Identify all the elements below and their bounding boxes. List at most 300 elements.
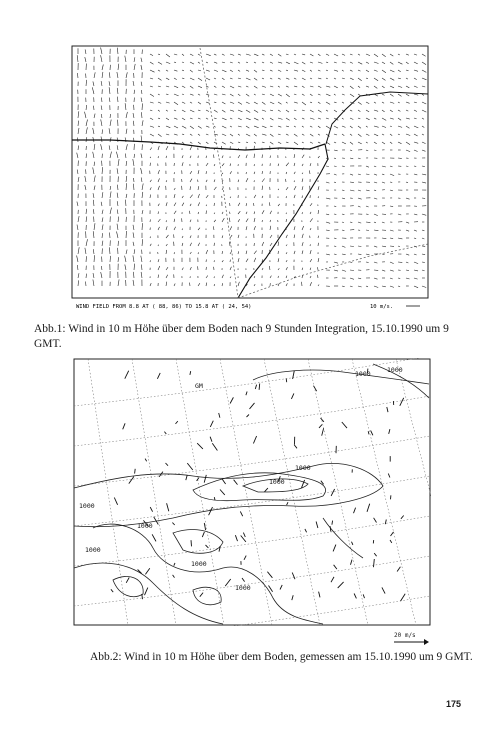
wind-vector [326, 86, 330, 87]
caption-2: Abb.2: Wind in 10 m Höhe über dem Boden, gemessen am 15.10.1990 um 9 GMT. [90, 651, 473, 663]
wind-vector [142, 192, 143, 198]
wind-vector [422, 126, 424, 128]
wind-vector [350, 150, 352, 151]
wind-vector [414, 142, 418, 143]
wind-vector [117, 88, 118, 94]
wind-vector [286, 163, 289, 166]
wind-vector [294, 186, 296, 190]
wind-vector [198, 212, 199, 214]
wind-vector [118, 279, 119, 286]
wind-barb [187, 463, 193, 470]
wind-vector [238, 134, 240, 135]
wind-vector [150, 195, 151, 199]
wind-vector [198, 118, 201, 119]
wind-vector [101, 272, 102, 278]
wind-vector [182, 155, 183, 158]
wind-vector [302, 94, 305, 96]
wind-vector [133, 242, 134, 246]
wind-barb [331, 489, 335, 496]
wind-vector [398, 214, 401, 215]
wind-vector [78, 216, 79, 222]
wind-vector [342, 102, 344, 103]
wind-vector [230, 70, 233, 72]
meridian-line [132, 359, 176, 625]
wind-vector [134, 57, 135, 62]
wind-vector [254, 212, 255, 215]
wind-vector [406, 182, 408, 183]
wind-vector [238, 94, 240, 96]
wind-vector [326, 110, 328, 111]
wind-vector [414, 238, 416, 239]
wind-vector [182, 62, 184, 63]
wind-vector [230, 86, 234, 88]
wind-vector [78, 121, 79, 126]
wind-vector [230, 142, 233, 144]
wind-barb [333, 545, 336, 552]
wind-vector [358, 158, 361, 159]
wind-vector [262, 186, 263, 190]
wind-vector [358, 70, 361, 71]
wind-vector [334, 126, 338, 128]
wind-vector [214, 118, 217, 119]
wind-vector [206, 205, 207, 206]
wind-vector [358, 54, 360, 55]
wind-vector [158, 102, 161, 103]
wind-vector [109, 128, 110, 134]
wind-vector [374, 70, 378, 71]
wind-vector [318, 243, 319, 246]
wind-vector [110, 233, 111, 239]
wind-vector [278, 94, 282, 96]
wind-vector [93, 200, 94, 206]
wind-vector [334, 94, 336, 95]
wind-vector [366, 174, 369, 175]
wind-vector [350, 94, 354, 97]
wind-vector [206, 156, 207, 158]
wind-vector [101, 114, 102, 118]
wind-vector [166, 220, 167, 222]
wind-vector [326, 198, 330, 199]
wind-vectors [77, 48, 427, 288]
wind-vector [230, 226, 232, 230]
wind-vector [358, 94, 360, 95]
wind-barb [253, 436, 256, 444]
wind-vector [158, 219, 160, 222]
wind-vector [269, 202, 270, 206]
wind-vector [141, 98, 142, 102]
parallel-line [74, 516, 430, 566]
wind-vector [198, 94, 200, 95]
wind-vector [246, 86, 248, 87]
wind-vector [222, 251, 223, 254]
wind-vector [262, 220, 263, 222]
wind-vector [350, 158, 353, 159]
wind-vector [158, 178, 160, 182]
wind-vector [310, 54, 313, 56]
wind-vector [326, 126, 330, 129]
wind-vector [133, 121, 134, 126]
wind-vector [342, 78, 345, 79]
wind-vector [214, 187, 216, 190]
wind-vector [302, 164, 303, 166]
wind-vector [286, 196, 287, 198]
wind-vector [133, 280, 134, 286]
wind-vector [310, 250, 311, 254]
wind-barb [374, 553, 376, 556]
wind-vector [302, 86, 305, 88]
wind-vector [326, 70, 328, 71]
wind-vector [77, 170, 78, 174]
wind-barb [222, 479, 225, 484]
wind-vector [213, 226, 214, 230]
wind-vector [286, 86, 289, 87]
wind-vector [326, 214, 329, 215]
wind-vector [302, 282, 303, 286]
wind-vector [286, 213, 287, 214]
wind-barb [389, 429, 390, 434]
figure-1-wind-field [70, 44, 430, 312]
wind-vector [374, 286, 378, 288]
wind-vector [141, 272, 142, 278]
wind-vector [182, 118, 185, 120]
wind-vector [77, 225, 78, 230]
contour-map [73, 358, 431, 626]
wind-vector [350, 246, 354, 247]
wind-vector [230, 62, 233, 63]
wind-vector [342, 62, 346, 63]
wind-vector [166, 118, 169, 120]
wind-vector [230, 197, 231, 198]
wind-vector [254, 218, 255, 222]
wind-vector [109, 72, 110, 78]
wind-vector [86, 127, 87, 134]
wind-barb [200, 593, 203, 597]
wind-vector [366, 230, 369, 231]
wind-vector [246, 219, 248, 222]
wind-vector [294, 154, 295, 158]
wind-barb [319, 425, 322, 428]
wind-barb [145, 588, 148, 596]
wind-barb [176, 421, 178, 424]
wind-vector [334, 238, 336, 239]
wind-vector [134, 178, 135, 182]
wind-barb [316, 522, 318, 529]
wind-vector [278, 118, 283, 119]
contour-label: 1000 [79, 502, 95, 510]
wind-vector [190, 156, 191, 158]
station-label: GM [195, 382, 203, 390]
wind-vector [198, 228, 200, 230]
wind-vector [133, 184, 134, 190]
meridian-line [200, 48, 238, 298]
wind-vector [302, 268, 303, 270]
wind-vector [246, 203, 247, 206]
wind-vector [102, 129, 103, 134]
wind-vector [93, 209, 94, 214]
wind-vector [190, 78, 194, 80]
wind-vector [374, 278, 378, 279]
wind-vector [326, 78, 328, 79]
wind-vector [246, 142, 248, 143]
wind-barb [197, 443, 203, 449]
wind-vector [206, 180, 207, 182]
wind-vector [182, 268, 183, 270]
wind-vector [342, 94, 345, 95]
wind-vector [270, 235, 272, 238]
wind-vector [262, 171, 263, 174]
wind-vector [101, 144, 102, 150]
wind-vector [85, 176, 86, 182]
wind-vector [222, 62, 225, 63]
wind-vector [222, 54, 225, 55]
wind-vector [302, 251, 303, 255]
wind-vector [326, 94, 330, 96]
contour-label: 1000 [235, 584, 251, 592]
wind-vector [77, 153, 78, 158]
wind-barb [400, 398, 404, 406]
wind-vector [382, 182, 385, 183]
wind-vector [366, 286, 368, 287]
wind-vector [182, 236, 183, 238]
wind-vector [254, 251, 257, 254]
wind-vector [190, 70, 193, 72]
wind-vector [286, 172, 287, 174]
wind-vector [206, 134, 208, 135]
wind-vector [398, 86, 402, 88]
wind-vector [150, 86, 153, 87]
wind-barb [111, 589, 113, 592]
wind-vector [125, 103, 126, 110]
wind-vector [190, 195, 193, 198]
wind-vector [189, 211, 190, 214]
wind-vector [358, 142, 362, 144]
wind-vector [174, 227, 176, 230]
wind-vector [374, 142, 377, 144]
wind-vector [182, 86, 185, 88]
wind-barb [204, 475, 206, 483]
wind-vector [294, 226, 295, 230]
wind-vector [94, 223, 95, 230]
wind-vector [294, 118, 297, 120]
wind-vector [422, 174, 426, 175]
wind-vector [254, 164, 255, 166]
wind-vector [150, 283, 151, 286]
wind-vector [94, 176, 95, 183]
wind-vector [206, 211, 207, 215]
wind-vector [78, 128, 79, 134]
wind-vector [230, 171, 232, 174]
wind-vector [118, 241, 119, 246]
wind-vector [206, 142, 208, 144]
wind-vector [246, 78, 251, 80]
wind-vector [77, 265, 78, 270]
wind-vector [150, 118, 153, 120]
wind-vector [358, 174, 361, 175]
wind-vector [390, 230, 394, 231]
wind-vector [270, 211, 272, 214]
wind-vector [414, 78, 417, 80]
wind-vector [302, 102, 306, 105]
wind-vector [118, 257, 119, 262]
wind-vector [334, 142, 336, 143]
wind-vector [190, 86, 193, 88]
wind-barb [157, 373, 160, 379]
wind-vector [94, 114, 95, 118]
wind-vector [302, 70, 305, 72]
wind-vector [318, 267, 319, 270]
wind-vector [390, 174, 394, 176]
wind-vector [117, 185, 118, 190]
wind-vector [142, 223, 143, 230]
wind-vector [390, 94, 394, 96]
wind-vector [406, 126, 409, 128]
wind-vector [222, 118, 227, 120]
wind-vector [110, 186, 111, 190]
wind-vector [93, 231, 94, 238]
wind-vector [158, 134, 162, 137]
wind-vector [77, 55, 78, 62]
wind-vector [294, 251, 295, 254]
wind-vector [182, 126, 186, 128]
wind-vector [406, 278, 410, 279]
wind-vector [414, 278, 418, 279]
wind-vector [94, 106, 95, 110]
wind-vector [406, 254, 409, 255]
wind-vector [318, 210, 319, 214]
wind-vector [358, 62, 362, 64]
wind-vector [398, 142, 402, 144]
wind-vector [382, 54, 386, 57]
wind-vector [126, 144, 127, 150]
wind-vector [294, 235, 295, 238]
wind-vector [190, 134, 192, 136]
wind-vector [422, 238, 424, 239]
wind-vector [366, 102, 369, 104]
wind-vector [134, 90, 135, 94]
wind-vector [302, 234, 303, 238]
wind-vector [302, 155, 304, 158]
wind-vector [166, 244, 167, 246]
wind-vector [206, 171, 207, 174]
wind-vector [374, 190, 376, 191]
wind-vector [150, 260, 151, 262]
wind-vector [278, 134, 281, 135]
wind-vector [222, 188, 223, 190]
wind-vector [398, 126, 402, 127]
parallel-line [74, 596, 430, 626]
wind-vector [222, 142, 226, 144]
figure-2-scale [394, 632, 430, 645]
wind-vector [390, 118, 394, 119]
wind-barb [206, 545, 209, 548]
wind-vector [117, 201, 118, 206]
wind-vector [238, 62, 240, 63]
wind-vector [238, 282, 239, 286]
wind-vector [141, 154, 142, 159]
wind-vector [102, 210, 103, 214]
wind-vector [374, 62, 379, 64]
wind-barb [220, 490, 225, 495]
wind-vector [214, 284, 215, 286]
wind-vector [366, 222, 370, 223]
wind-vector [374, 222, 376, 223]
wind-vector [222, 94, 226, 95]
wind-vector [206, 163, 208, 166]
wind-vector [238, 211, 240, 214]
wind-vector [158, 259, 159, 262]
wind-vector [254, 118, 258, 120]
wind-vector [318, 102, 320, 104]
wind-vector [422, 102, 426, 104]
wind-vector [414, 126, 418, 128]
wind-vector [374, 102, 376, 103]
wind-vector [350, 54, 353, 55]
wind-vector [326, 230, 330, 231]
wind-vector [286, 179, 287, 182]
wind-barb [173, 575, 175, 578]
wind-vector [294, 181, 295, 183]
wind-vector [270, 118, 273, 120]
wind-vector [318, 258, 319, 262]
wind-vector [406, 70, 409, 71]
parallel-line [74, 396, 430, 446]
wind-barb [319, 592, 320, 598]
wind-vector [382, 238, 386, 239]
wind-vector [101, 98, 102, 103]
wind-vector [126, 112, 127, 118]
wind-vector [422, 142, 426, 144]
wind-vector [294, 126, 296, 127]
wind-vector [238, 54, 241, 55]
wind-vector [390, 206, 393, 207]
wind-vector [270, 62, 273, 63]
wind-vector [262, 126, 266, 128]
wind-vector [206, 102, 209, 103]
wind-vector [398, 94, 402, 96]
wind-vector [414, 110, 417, 112]
wind-vector [374, 198, 377, 199]
wind-vector [229, 218, 230, 222]
wind-vector [422, 270, 425, 271]
parallel-line [238, 244, 428, 298]
wind-vector [398, 246, 400, 247]
wind-vector [278, 189, 279, 190]
wind-vector [109, 247, 110, 254]
wind-barb [255, 385, 256, 389]
wind-vector [158, 186, 160, 190]
wind-vector [254, 54, 258, 56]
wind-vector [390, 278, 393, 279]
wind-vector [294, 54, 296, 55]
wind-vector [125, 265, 126, 271]
wind-vector [310, 259, 312, 262]
wind-vector [286, 54, 289, 55]
wind-vector [166, 267, 168, 270]
wind-barb [135, 469, 136, 474]
wind-vector [133, 255, 134, 262]
wind-vector [270, 102, 274, 104]
wind-vector [150, 180, 152, 182]
wind-vector [141, 90, 142, 94]
wind-vector [310, 134, 313, 136]
wind-vector [214, 54, 216, 55]
wind-vector [166, 126, 170, 128]
wind-vector [358, 286, 362, 287]
wind-barb [219, 413, 220, 418]
wind-vector [350, 142, 353, 144]
wind-barb [247, 415, 250, 418]
wind-vector [246, 212, 247, 214]
